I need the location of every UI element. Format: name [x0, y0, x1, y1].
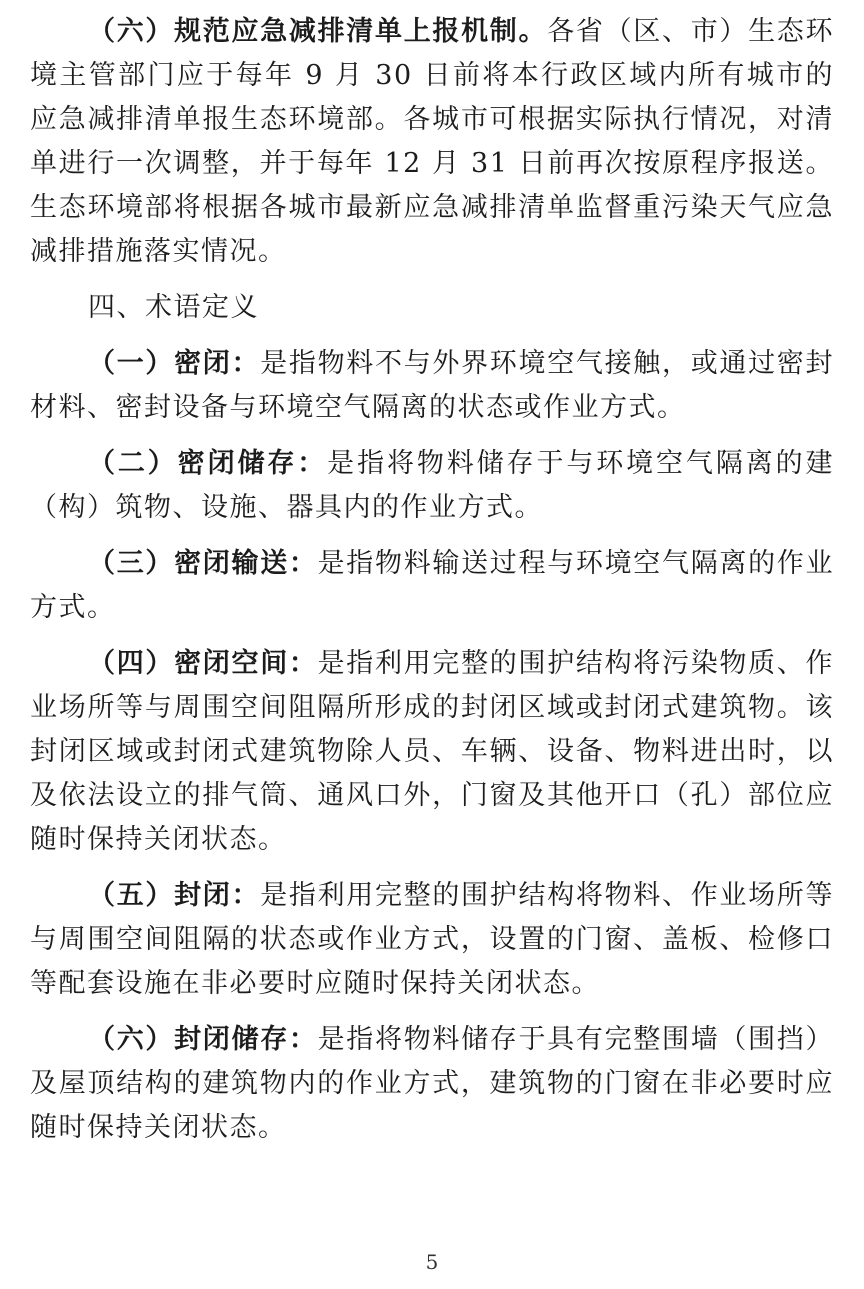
- paragraph-lead: （六）封闭储存：: [88, 1024, 318, 1055]
- section-heading-terms: [30, 286, 834, 330]
- paragraph-text: 是指利用完整的围护结构将物料、作业场所等与周围空间阻隔的状态或作业方式，设置的门窗、盖板、检修口等配套设施在非必要时应随时保持关闭状态。: [30, 880, 835, 999]
- paragraph-lead: （五）封闭：: [88, 880, 261, 911]
- paragraph-term-sealed-space: [30, 642, 834, 862]
- paragraph-lead: （二）密闭储存：: [88, 448, 328, 479]
- paragraph-text: 是指将物料储存于具有完整围墙（围挡）及屋顶结构的建筑物内的作业方式，建筑物的门窗在非必要时应随时保持关闭状态。: [30, 1024, 835, 1143]
- paragraph-term-sealed-conveying: [30, 542, 834, 630]
- paragraph-text: 是指利用完整的围护结构将污染物质、作业场所等与周围空间阻隔所形成的封闭区域或封闭式建筑物。该封闭区域或封闭式建筑物除人员、车辆、设备、物料进出时，以及依法设立的排气筒、通风口外，门窗及其他开口（孔）部位应随时保持关闭状态。: [30, 648, 835, 855]
- paragraph-text: 是指物料不与外界环境空气接触，或通过密封材料、密封设备与环境空气隔离的状态或作业方式。: [30, 348, 835, 423]
- paragraph-text: 是指物料输送过程与环境空气隔离的作业方式。: [30, 548, 835, 623]
- paragraph-text: 是指将物料储存于与环境空气隔离的建（构）筑物、设施、器具内的作业方式。: [30, 448, 835, 523]
- paragraph-emergency-list-reporting: [30, 10, 834, 274]
- paragraph-lead: （三）密闭输送：: [88, 548, 318, 579]
- paragraph-lead: （一）密闭：: [88, 348, 261, 379]
- paragraph-lead: （四）密闭空间：: [88, 648, 318, 679]
- page-number: 5: [425, 1250, 439, 1274]
- heading-text: 四、术语定义: [88, 292, 259, 323]
- paragraph-term-enclosed-storage: [30, 1018, 834, 1150]
- paragraph-term-sealed: [30, 342, 834, 430]
- paragraph-lead: （六）规范应急减排清单上报机制。: [88, 16, 548, 47]
- paragraph-term-sealed-storage: [30, 442, 834, 530]
- paragraph-text: 各省（区、市）生态环境主管部门应于每年 9 月 30 日前将本行政区域内所有城市的应急减排清单报生态环境部。各城市可根据实际执行情况，对清单进行一次调整，并于每年 12 月 31 日前再次按原程序报送。生态环境部将根据各城市最新应急减排清单监督重污染天气应急减排措施落实情况。: [30, 16, 835, 267]
- paragraph-term-enclosed: [30, 874, 834, 1006]
